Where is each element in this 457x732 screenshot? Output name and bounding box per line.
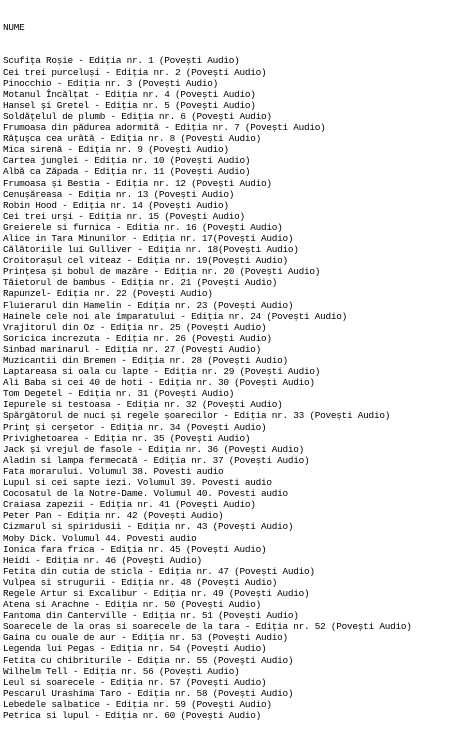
list-item: Croitorașul cel viteaz - Ediția nr. 19(Povești Audio) — [3, 255, 288, 267]
list-item: Lupul si cei sapte iezi. Volumul 39. Povesti audio — [3, 477, 272, 489]
text-document — [3, 0, 455, 732]
list-item: Regele Artur si Excalibur - Ediția nr. 49 (Povești Audio) — [3, 587, 310, 599]
list-item: Soricica increzuta - Ediția nr. 26 (Povești Audio) — [3, 332, 272, 344]
list-item: Călătoriile lui Gulliver - Ediția nr. 18(Povești Audio) — [3, 244, 299, 256]
list-item: Gaina cu ouale de aur - Ediția nr. 53 (Povești Audio) — [3, 632, 288, 644]
column-header: NUME — [3, 22, 25, 34]
list-item: Cei trei purceluși - Ediția nr. 2 (Povești Audio) — [3, 66, 267, 78]
list-item: Greierele si furnica - Editia nr. 16 (Povești Audio) — [3, 221, 283, 233]
list-item: Cartea junglei - Ediția nr. 10 (Povești Audio) — [3, 155, 251, 167]
list-item: Heidi - Ediția nr. 46 (Povești Audio) — [3, 554, 202, 566]
list-item: Alice in Tara Minunilor - Ediția nr. 17(Povești Audio) — [3, 232, 294, 244]
list-item: Vrajitorul din Oz - Ediția nr. 25 (Povești Audio) — [3, 321, 267, 333]
list-item: Cei trei urși - Ediția nr. 15 (Povești Audio) — [3, 210, 245, 222]
list-item: Hainele cele noi ale împaratului - Ediția nr. 24 (Povești Audio) — [3, 310, 348, 322]
list-item: Leul si soarecele - Ediția nr. 57 (Povești Audio) — [3, 676, 267, 688]
list-item: Legenda lui Pegas - Ediția nr. 54 (Povești Audio) — [3, 643, 267, 655]
list-item: Privighetoarea - Ediția nr. 35 (Povești Audio) — [3, 432, 251, 444]
list-item: Fata morarului. Volumul 38. Povesti audio — [3, 465, 224, 477]
list-item: Scufița Roșie - Ediția nr. 1 (Povești Audio) — [3, 55, 240, 67]
list-item: Cizmarul si spiridusii - Ediția nr. 43 (Povești Audio) — [3, 521, 294, 533]
list-item: Spărgătorul de nuci și regele șoarecilor - Ediția nr. 33 (Povești Audio) — [3, 410, 391, 422]
list-item: Atena si Arachne - Ediția nr. 50 (Povești Audio) — [3, 599, 262, 611]
list-item: Tom Degetel - Ediția nr. 31 (Povești Audio) — [3, 388, 235, 400]
list-item: Muzicantii din Bremen - Ediția nr. 28 (Povești Audio) — [3, 355, 288, 366]
list-item: Frumoasa și Bestia - Ediția nr. 12 (Povești Audio) — [3, 177, 272, 189]
list-item: Fluierarul din Hamelin - Ediția nr. 23 (Povești Audio) — [3, 299, 294, 311]
list-item: Rățușca cea urâtă - Ediția nr. 8 (Povești Audio) — [3, 133, 262, 145]
list-item: Fantoma din Canterville - Ediția nr. 51 (Povești Audio) — [3, 610, 299, 622]
list-item: Albă ca Zăpada - Ediția nr. 11 (Povești Audio) — [3, 166, 251, 178]
list-item: Laptareasa si oala cu lapte - Ediția nr. 29 (Povești Audio) — [3, 366, 321, 378]
list-item: Cocosatul de la Notre-Dame. Volumul 40. Povesti audio — [3, 488, 288, 500]
list-item: Lebedele salbatice - Ediția nr. 59 (Povești Audio) — [3, 698, 272, 710]
list-item: Sinbad marinarul - Ediția nr. 27 (Povești Audio) — [3, 343, 262, 355]
list-item: Prințesa și bobul de mazăre - Ediția nr. 20 (Povești Audio) — [3, 266, 321, 278]
title-list — [3, 55, 455, 721]
list-item: Jack și vrejul de fasole - Ediția nr. 36 (Povești Audio) — [3, 443, 305, 455]
list-item: Moby Dick. Volumul 44. Povesti audio — [3, 532, 197, 544]
list-item: Mica sirenă - Ediția nr. 9 (Povești Audio) — [3, 144, 229, 156]
list-item: Frumoasa din pădurea adormită - Ediția nr. 7 (Povești Audio) — [3, 122, 326, 134]
list-item: Pescarul Urashima Taro - Ediția nr. 58 (Povești Audio) — [3, 687, 294, 699]
list-item: Wilhelm Tell - Ediția nr. 56 (Povești Audio) — [3, 665, 240, 677]
list-item: Soarecele de la oras si soarecele de la tara - Ediția nr. 52 (Povești Audio) — [3, 621, 412, 633]
list-item: Fetita din cutia de sticla - Ediția nr. 47 (Povești Audio) — [3, 565, 315, 577]
list-item: Prinț și cerșetor - Ediția nr. 34 (Povești Audio) — [3, 421, 267, 433]
list-item: Petrica si lupul - Ediția nr. 60 (Povești Audio) — [3, 710, 262, 721]
list-item: Robin Hood - Ediția nr. 14 (Povești Audio) — [3, 199, 229, 211]
list-item: Peter Pan - Ediția nr. 42 (Povești Audio) — [3, 510, 224, 522]
list-item: Rapunzel- Ediția nr. 22 (Povești Audio) — [3, 288, 213, 300]
list-item: Tăietorul de bambus - Ediția nr. 21 (Povești Audio) — [3, 277, 278, 289]
list-item: Soldățelul de plumb - Ediția nr. 6 (Povești Audio) — [3, 110, 272, 122]
list-item: Craiasa zapezii - Ediția nr. 41 (Povești Audio) — [3, 499, 256, 511]
list-item: Fetita cu chibriturile - Ediția nr. 55 (Povești Audio) — [3, 654, 294, 666]
list-item: Ali Baba si cei 40 de hoti - Ediția nr. 30 (Povești Audio) — [3, 377, 315, 389]
list-item: Aladin si lampa fermecată - Ediția nr. 37 (Povești Audio) — [3, 454, 310, 466]
list-item: Hansel și Gretel - Ediția nr. 5 (Povești Audio) — [3, 99, 256, 111]
list-item: Iepurele si testoasa - Ediția nr. 32 (Povești Audio) — [3, 399, 283, 411]
list-item: Ionica fara frica - Ediția nr. 45 (Povești Audio) — [3, 543, 267, 555]
list-item: Motanul Încălțat - Ediția nr. 4 (Povești Audio) — [3, 88, 256, 100]
list-item: Pinocchio - Ediția nr. 3 (Povești Audio) — [3, 77, 219, 89]
list-item: Cenușăreasa - Ediția nr. 13 (Povești Audio) — [3, 188, 235, 200]
list-item: Vulpea si strugurii - Ediția nr. 48 (Povești Audio) — [3, 576, 278, 588]
